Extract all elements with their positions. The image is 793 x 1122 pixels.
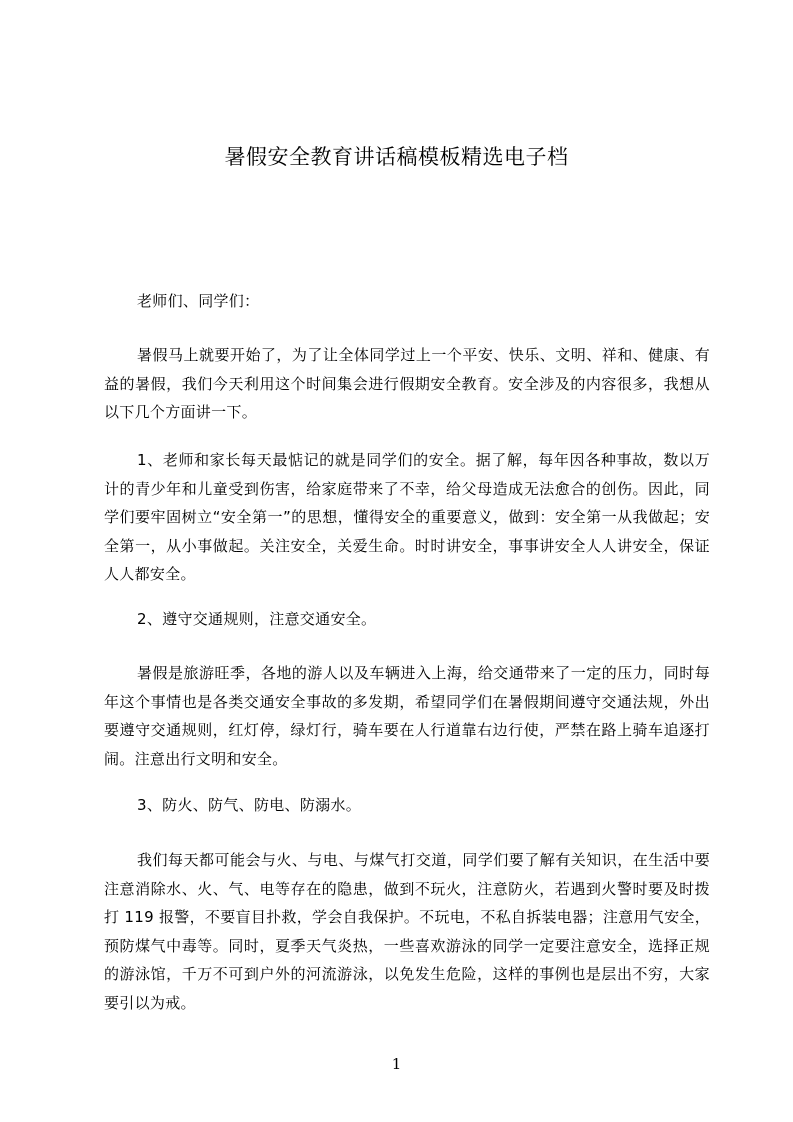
item2-paragraph: 暑假是旅游旺季，各地的游人以及车辆进入上海，给交通带来了一定的压力，同时每年这个事情也是各类交通安全事故的多发期，希望同学们在暑假期间遵守交通法规，外出要遵守交通规则，红灯停，绿灯行，骑车要在人行道靠右边行使，严禁在路上骑车追逐打闹。注意出行文明和安全。 — [104, 664, 710, 768]
item3-heading: 3、防火、防气、防电、防溺水。 — [137, 796, 362, 814]
document-title: 暑假安全教育讲话稿模板精选电子档 — [224, 145, 569, 169]
item2-heading: 2、遵守交通规则，注意交通安全。 — [137, 610, 377, 628]
page-number: 1 — [391, 1055, 402, 1073]
item3-paragraph: 我们每天都可能会与火、与电、与煤气打交道，同学们要了解有关知识，在生活中要注意消除水、火、气、电等存在的隐患，做到不玩火，注意防火，若遇到火警时要及时拨打 119 报警，不要盲目扑救，学会自我保护。不玩电，不私自拆装电器；注意用气安全，预防煤气中毒等。同时，夏季天气炎热，一些喜欢游泳的同学一定要注意安全，选择正规的游泳馆，千万不可到户外的河流游泳，以免发生危险，这样的事例也是层出不穷，大家要引以为戒。 — [104, 851, 710, 1012]
intro-paragraph: 暑假马上就要开始了，为了让全体同学过上一个平安、快乐、文明、祥和、健康、有益的暑假，我们今天利用这个时间集会进行假期安全教育。安全涉及的内容很多，我想从以下几个方面讲一下。 — [104, 346, 710, 421]
item1-paragraph: 1、老师和家长每天最惦记的就是同学们的安全。据了解，每年因各种事故，数以万计的青少年和儿童受到伤害，给家庭带来了不幸，给父母造成无法愈合的创伤。因此，同学们要牢固树立“安全第一”的思想，懂得安全的重要意义，做到：安全第一从我做起；安全第一，从小事做起。关注安全，关爱生命。时时讲安全，事事讲安全人人讲安全，保证人人都安全。 — [104, 451, 710, 583]
greeting-paragraph: 老师们、同学们： — [137, 292, 260, 310]
